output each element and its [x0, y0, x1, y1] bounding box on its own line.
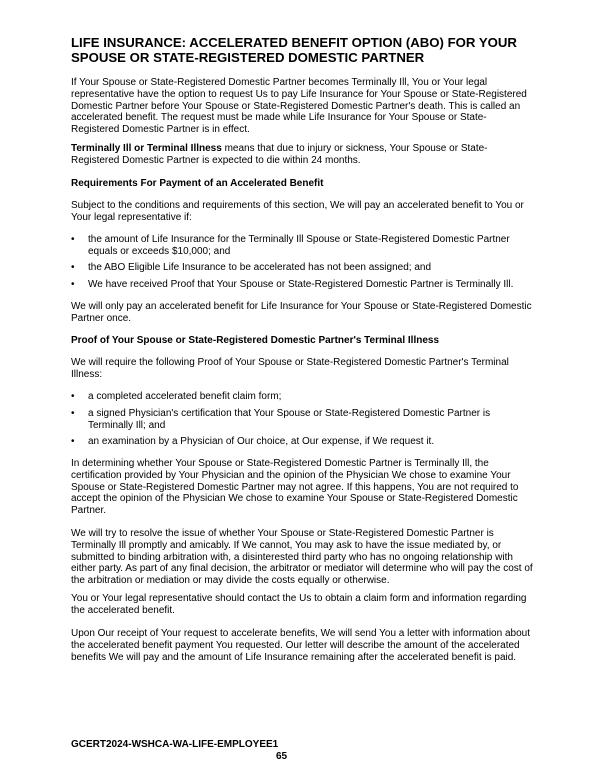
definition-text: means that due to injury or sickness, Your Spouse or State-Registered Domestic Partner is expected to die within 24 months. [71, 143, 488, 166]
list-item [71, 279, 533, 291]
requirements-intro: Subject to the conditions and requirements of this section, We will pay an accelerated benefit to You or Your legal representative if: [71, 200, 524, 223]
bullet-icon: • [71, 262, 75, 273]
bullet-icon: • [71, 436, 75, 447]
definition-term: Terminally Ill or Terminal Illness [71, 143, 222, 154]
list-item-text: the amount of Life Insurance for the Terminally Ill Spouse or State-Registered Domestic Partner equals or exceeds $10,000; and [88, 234, 510, 257]
proof-intro: We will require the following Proof of Your Spouse or State-Registered Domestic Partner's Terminal Illness: [71, 357, 509, 380]
list-item-text: an examination by a Physician of Our choice, at Our expense, if We request it. [88, 436, 435, 447]
list-item-text: the ABO Eligible Life Insurance to be accelerated has not been assigned; and [88, 262, 432, 273]
list-item [71, 262, 533, 274]
page-title: LIFE INSURANCE: ACCELERATED BENEFIT OPTION (ABO) FOR YOUR SPOUSE OR STATE-REGISTERED DOMESTIC PARTNER [71, 35, 517, 65]
bullet-icon: • [71, 408, 75, 419]
receipt-paragraph: Upon Our receipt of Your request to accelerate benefits, We will send You a letter with information about the accelerated benefit payment You requested. Our letter will describe the amount of the accelerated benefits We will pay and the amount of Life Insurance remaining after the accelerated benefit is paid. [71, 628, 530, 663]
bullet-icon: • [71, 234, 75, 245]
list-item [71, 408, 533, 432]
intro-paragraph: If Your Spouse or State-Registered Domestic Partner becomes Terminally Ill, You or Your legal representative have the option to request Us to pay Life Insurance for Your Spouse or State-Registered Domestic Partner before Your Spouse or State-Registered Domestic Partner's death. This is called an accelerated benefit. The request must be made while Life Insurance for Your Spouse or State-Registered Domestic Partner is in effect. [71, 77, 527, 136]
page-number: 65 [276, 751, 288, 762]
once-paragraph: We will only pay an accelerated benefit for Life Insurance for Your Spouse or State-Registered Domestic Partner once. [71, 301, 532, 324]
determining-paragraph: In determining whether Your Spouse or State-Registered Domestic Partner is Terminally Ill, the certification provided by Your Physician and the opinion of the Physician We chose to examine Your Spouse or State-Registered Domestic Partner may not agree. If this happens, You are not required to accept the opinion of the Physician We chose to examine Your Spouse or State-Registered Domestic Partner. [71, 458, 519, 517]
list-item-text: a completed accelerated benefit claim form; [88, 391, 282, 402]
resolve-paragraph: We will try to resolve the issue of whether Your Spouse or State-Registered Domestic Partner is Terminally Ill promptly and amicably. If We cannot, You may ask to have the issue mediated by, or submitted to binding arbitration with, a disinterested third party who has no ongoing relationship with either party. As part of any final decision, the arbitrator or mediator will determine who will pay the cost of the arbitration or mediation or may divide the costs equally or otherwise. [71, 528, 533, 587]
definition-paragraph [71, 143, 533, 167]
bullet-icon: • [71, 279, 75, 290]
list-item [71, 234, 533, 258]
contact-paragraph: You or Your legal representative should contact the Us to obtain a claim form and information regarding the accelerated benefit. [71, 593, 527, 616]
document-code: GCERT2024-WSHCA-WA-LIFE-EMPLOYEE1 [71, 739, 279, 750]
list-item [71, 436, 533, 448]
list-item [71, 391, 533, 403]
proof-heading: Proof of Your Spouse or State-Registered Domestic Partner's Terminal Illness [71, 335, 440, 346]
list-item-text: We have received Proof that Your Spouse or State-Registered Domestic Partner is Terminally Ill. [88, 279, 514, 290]
bullet-icon: • [71, 391, 75, 402]
requirements-heading: Requirements For Payment of an Accelerated Benefit [71, 178, 324, 189]
list-item-text: a signed Physician's certification that Your Spouse or State-Registered Domestic Partner is Terminally Ill; and [88, 408, 491, 431]
